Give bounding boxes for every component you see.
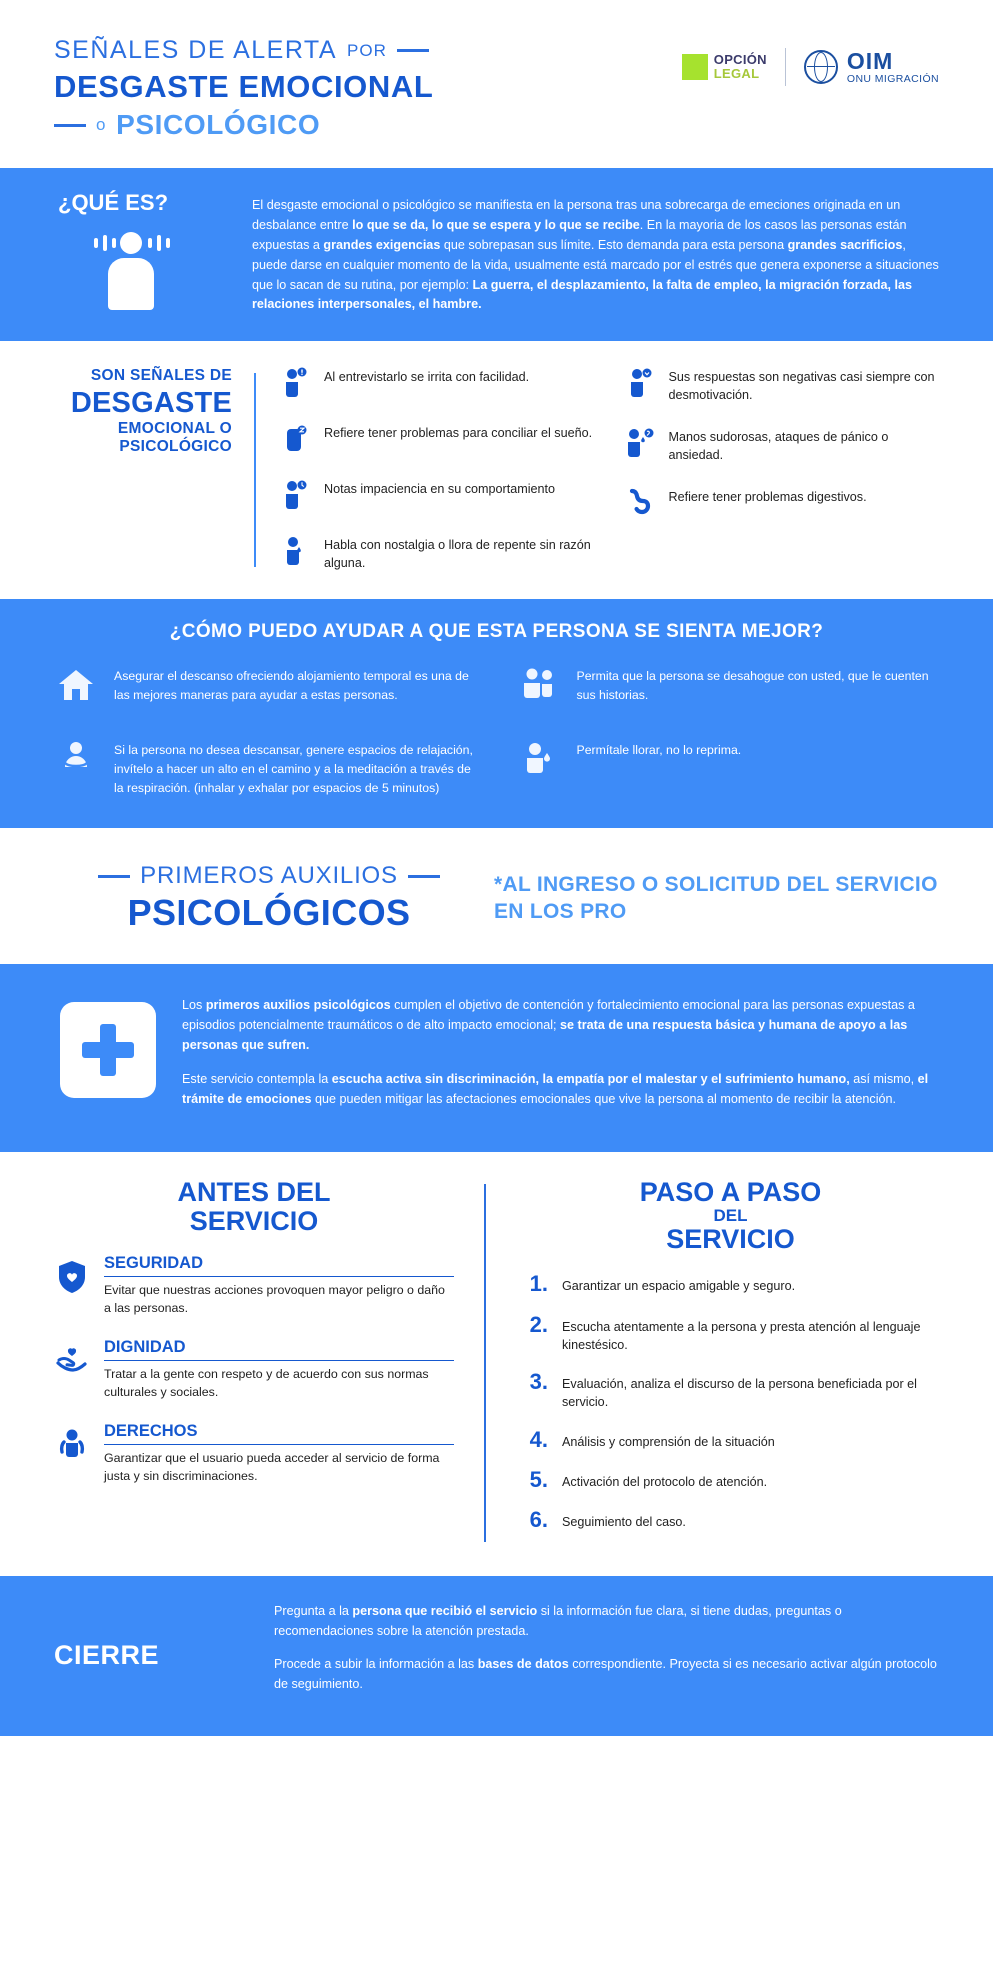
list-item xyxy=(522,1468,939,1492)
list-item xyxy=(625,367,940,405)
senales-title-l1: SON SEÑALES DE xyxy=(90,367,232,385)
opcion-legal-line1: OPCIÓN xyxy=(713,52,767,68)
list-item xyxy=(522,1272,939,1296)
principio-text: Garantizar que el usuario pueda acceder al servicio de forma justa y sin discriminaciones. xyxy=(104,1451,440,1484)
opcion-legal-line2: LEGAL xyxy=(713,66,760,81)
auxilios-line2: PSICOLÓGICOS xyxy=(127,892,411,934)
principio-text: Tratar a la gente con respeto y de acuerdo con sus normas culturales y sociales. xyxy=(104,1367,429,1400)
paso-title xyxy=(522,1178,939,1255)
list-item-text: Habla con nostalgia o llora de repente sin razón alguna. xyxy=(324,538,591,571)
oim-logo xyxy=(804,47,939,85)
logo-divider xyxy=(785,48,786,86)
que-es-paragraph: El desgaste emocional o psicológico se manifiesta en la persona tras una sobrecarga de emeciones originada en un desbalance entre lo que se da, lo que se espera y lo que se recibe. En la mayoria de los casos las personas están expuestas a grandes exigencias que sobrepasan sus límite. Esto demanda para esta persona grandes sacrificios, puede darse en cualquier momento de la vida, usualmente está marcado por el estrés que genera exponerse a situaciones que lo sacan de su rutina, por ejemplo: La guerra, el desplazamiento, la falta de empleo, la migración forzada, las relaciones interpersonales, el hambre. xyxy=(252,198,939,312)
person-alert-icon xyxy=(280,367,310,401)
first-aid-cross-icon xyxy=(60,1002,156,1098)
opcion-legal-square-icon xyxy=(682,54,708,80)
step-number: 6. xyxy=(529,1507,548,1533)
step-text: Activación del protocolo de atención. xyxy=(562,1474,768,1489)
paso-title-b: SERVICIO xyxy=(666,1224,795,1255)
cierre-title: CIERRE xyxy=(54,1639,160,1670)
list-item-text: Refiere tener problemas para conciliar el sueño. xyxy=(324,426,593,441)
list-item-text: Permítale llorar, no lo reprima. xyxy=(576,743,742,758)
shield-heart-icon xyxy=(54,1254,90,1294)
list-item xyxy=(280,535,595,573)
step-number: 4. xyxy=(529,1426,548,1452)
step-number: 2. xyxy=(529,1311,548,1337)
paso-a-paso-del-servicio xyxy=(486,1178,939,1548)
section-que-es xyxy=(0,168,993,341)
step-text: Evaluación, analiza el discurso de la persona beneficiada por el servicio. xyxy=(562,1377,917,1410)
list-item-text: Notas impaciencia en su comportamiento xyxy=(324,482,555,497)
pap-paragraph-2: Este servicio contempla la escucha activa sin discriminación, la empatía por el malestar y el sufrimiento humano, así mismo, el trámite de emociones que pueden mitigar las afectaciones emocionales que vive la persona al momento de recibir la atención. xyxy=(182,1072,929,1106)
principio-text: Evitar que nuestras acciones provoquen mayor peligro o daño a las personas. xyxy=(104,1283,445,1316)
dash-decoration-3 xyxy=(98,875,130,878)
list-item xyxy=(54,1422,454,1486)
list-item-text: Si la persona no desea descansar, genere espacios de relajación, invítelo a hacer un alto en el camino y a la meditación a través de la respiración. (inhalar y exhalar por espacios de 5 minutos) xyxy=(114,743,473,796)
senales-column-left xyxy=(280,367,595,573)
list-item-text: Manos sudorosas, ataques de pánico o ansiedad. xyxy=(668,430,889,462)
senales-title-l4: PSICOLÓGICO xyxy=(119,438,232,456)
step-text: Análisis y comprensión de la situación xyxy=(562,1434,775,1449)
logo-group xyxy=(682,48,939,86)
list-item xyxy=(517,665,940,705)
dash-decoration xyxy=(397,49,429,52)
title-line3-o: o xyxy=(96,115,107,134)
antes-del-servicio xyxy=(54,1178,484,1548)
title-line3-main: PSICOLÓGICO xyxy=(116,109,321,140)
auxilios-line1-wrap xyxy=(54,862,484,890)
opcion-legal-logo xyxy=(682,53,767,80)
auxilios-line1: PRIMEROS AUXILIOS xyxy=(140,862,398,890)
list-item xyxy=(280,479,595,513)
list-item xyxy=(280,423,595,457)
list-item-text: Al entrevistarlo se irrita con facilidad. xyxy=(324,370,530,385)
list-item xyxy=(54,665,477,705)
oim-line1: OIM xyxy=(846,47,894,74)
title-line3 xyxy=(54,109,939,141)
list-item xyxy=(280,367,595,401)
principio-name: SEGURIDAD xyxy=(104,1254,454,1277)
ayudar-column-left xyxy=(54,665,477,798)
list-item xyxy=(522,1370,939,1412)
ayudar-column-right xyxy=(517,665,940,798)
step-text: Seguimiento del caso. xyxy=(562,1515,686,1530)
title-line2: DESGASTE EMOCIONAL xyxy=(54,69,434,104)
person-negative-icon xyxy=(625,367,655,401)
section-antes-y-paso xyxy=(0,1152,993,1576)
senales-title xyxy=(54,367,254,573)
step-number: 1. xyxy=(529,1271,548,1297)
senales-title-l2: DESGASTE xyxy=(70,386,232,419)
que-es-title: ¿QUÉ ES? xyxy=(58,190,169,215)
list-item xyxy=(522,1508,939,1532)
stomach-icon xyxy=(625,487,655,515)
list-item xyxy=(522,1313,939,1355)
antes-title-b: SERVICIO xyxy=(189,1205,319,1236)
antes-title xyxy=(54,1178,454,1236)
section-senales xyxy=(0,341,993,599)
list-item-text: Refiere tener problemas digestivos. xyxy=(668,489,867,504)
person-impatient-icon xyxy=(280,479,310,513)
auxilios-note: *AL INGRESO O SOLICITUD DEL SERVICIO EN LOS PRO xyxy=(494,873,938,924)
person-tear-icon xyxy=(517,739,561,779)
house-icon xyxy=(54,665,98,705)
dash-decoration-4 xyxy=(408,875,440,878)
section-como-ayudar xyxy=(0,599,993,828)
bed-sleep-icon xyxy=(280,423,310,457)
person-crying-icon xyxy=(280,535,310,569)
vertical-divider xyxy=(254,373,256,567)
section-cierre xyxy=(0,1576,993,1736)
dash-decoration-2 xyxy=(54,124,86,127)
cierre-paragraph-2: Procede a subir la información a las bases de datos correspondiente. Proyecta si es necesario activar algún protocolo de seguimiento. xyxy=(274,1657,937,1691)
person-hands-icon xyxy=(54,1422,90,1462)
que-es-left xyxy=(54,190,234,315)
step-number: 3. xyxy=(529,1369,548,1395)
person-anxiety-icon xyxy=(625,427,655,461)
list-item xyxy=(54,739,477,798)
list-item xyxy=(625,427,940,465)
step-text: Escucha atentamente a la persona y presta atención al lenguaje kinestésico. xyxy=(562,1319,921,1352)
globe-icon xyxy=(804,50,838,84)
list-item xyxy=(517,739,940,779)
principio-name: DERECHOS xyxy=(104,1422,454,1445)
cierre-paragraph-1: Pregunta a la persona que recibió el servicio si la información fue clara, si tiene dudas, preguntas o recomendaciones sobre la atención prestada. xyxy=(274,1604,842,1638)
list-item-text: Sus respuestas son negativas casi siempre con desmotivación. xyxy=(668,370,935,403)
pap-paragraph-1: Los primeros auxilios psicológicos cumplen el objetivo de contención y fortalecimiento emocional para las personas expuestas a episodios potencialmente traumáticos o de alto impacto emocional; se trata de una respuesta básica y humana de apoyo a las personas que sufren. xyxy=(182,998,915,1053)
hand-heart-icon xyxy=(54,1338,90,1374)
meditation-icon xyxy=(54,739,98,779)
two-people-icon xyxy=(517,665,561,705)
list-item-text: Asegurar el descanso ofreciendo alojamiento temporal es una de las mejores maneras para ayudar a estas personas. xyxy=(114,669,469,703)
stressed-person-icon xyxy=(70,226,190,312)
oim-line2: ONU MIGRACIÓN xyxy=(846,72,939,85)
senales-column-right xyxy=(625,367,940,573)
principio-name: DIGNIDAD xyxy=(104,1338,454,1361)
section-primeros-auxilios-title xyxy=(0,828,993,964)
list-item xyxy=(625,487,940,515)
step-text: Garantizar un espacio amigable y seguro. xyxy=(562,1279,796,1294)
senales-title-l3: EMOCIONAL O xyxy=(117,419,232,437)
title-line1-main: SEÑALES DE ALERTA xyxy=(54,36,338,64)
list-item xyxy=(522,1428,939,1452)
header xyxy=(0,0,993,168)
section-pap-description xyxy=(0,964,993,1151)
antes-title-a: ANTES DEL xyxy=(177,1176,331,1207)
list-item-text: Permita que la persona se desahogue con usted, que le cuenten sus historias. xyxy=(576,669,929,703)
paso-title-a: PASO A PASO xyxy=(639,1176,822,1207)
list-item xyxy=(54,1338,454,1402)
step-number: 5. xyxy=(529,1466,548,1492)
ayudar-title: ¿CÓMO PUEDO AYUDAR A QUE ESTA PERSONA SE SIENTA MEJOR? xyxy=(169,621,824,643)
title-line1-por: POR xyxy=(347,40,387,60)
list-item xyxy=(54,1254,454,1318)
paso-title-small: DEL xyxy=(713,1205,748,1225)
